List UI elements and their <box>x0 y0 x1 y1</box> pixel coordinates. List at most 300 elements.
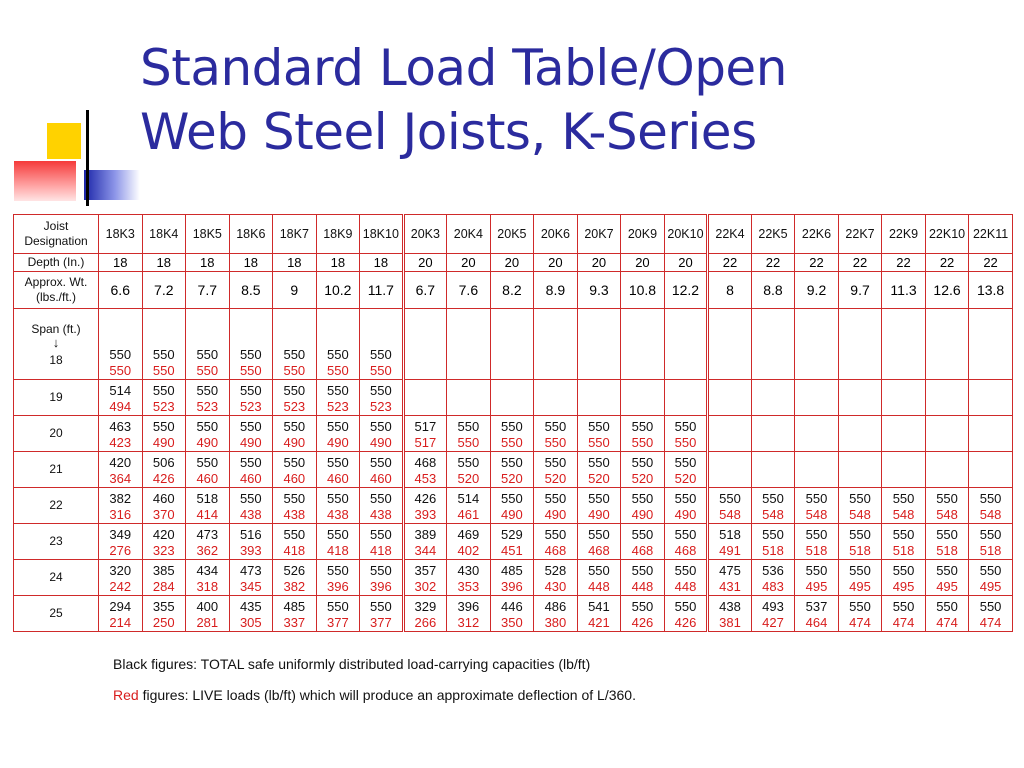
load-pair <box>143 452 186 487</box>
total-load: 485 <box>283 599 306 614</box>
joist-name: 22K11 <box>972 226 1009 241</box>
span-row <box>14 309 1013 380</box>
span-value: 24 <box>49 570 63 584</box>
total-load: 550 <box>152 383 175 398</box>
live-load: 490 <box>196 435 219 450</box>
span-value: 25 <box>49 606 63 620</box>
joist-name: 22K4 <box>715 226 745 241</box>
load-cell <box>577 416 621 452</box>
weight-cell <box>403 272 447 309</box>
total-load: 446 <box>501 599 523 614</box>
span-label-cell <box>14 452 99 488</box>
title-line-2: Web Steel Joists, K-Series <box>140 103 757 161</box>
load-cell <box>403 488 447 524</box>
live-load: 523 <box>196 399 219 414</box>
live-load: 460 <box>239 471 262 486</box>
depth-value: 18 <box>373 255 389 270</box>
weight-cell <box>621 272 665 309</box>
depth-cell <box>490 254 534 272</box>
depth-cell <box>795 254 839 272</box>
total-load: 550 <box>936 599 958 614</box>
live-load: 520 <box>631 471 654 486</box>
load-cell <box>273 380 317 416</box>
decor-vertical-line <box>86 110 89 206</box>
total-load: 550 <box>109 347 132 362</box>
load-cell <box>186 452 230 488</box>
live-load: 550 <box>109 363 132 378</box>
total-load: 550 <box>631 527 654 542</box>
total-load: 514 <box>109 383 132 398</box>
total-load: 396 <box>457 599 480 614</box>
load-pair <box>752 596 795 631</box>
load-cell <box>882 560 926 596</box>
live-load: 460 <box>370 471 392 486</box>
load-cell <box>621 452 665 488</box>
weight-value: 10.8 <box>628 282 657 298</box>
joist-name: 18K10 <box>362 226 399 241</box>
live-load: 495 <box>805 579 828 594</box>
total-load: 550 <box>936 527 958 542</box>
load-cell <box>447 380 491 416</box>
load-cell <box>925 309 969 380</box>
load-cell <box>534 452 578 488</box>
depth-cell <box>925 254 969 272</box>
load-pair <box>839 524 882 559</box>
load-pair <box>709 560 751 595</box>
load-pair <box>665 416 707 451</box>
load-cell <box>99 488 143 524</box>
total-load: 550 <box>370 419 392 434</box>
weight-label-cell <box>14 272 99 309</box>
load-pair <box>621 524 664 559</box>
load-cell <box>664 416 708 452</box>
live-load: 550 <box>152 363 175 378</box>
load-cell <box>751 309 795 380</box>
load-cell <box>925 560 969 596</box>
total-load: 550 <box>892 491 915 506</box>
total-load: 550 <box>849 563 871 578</box>
load-cell <box>708 560 752 596</box>
total-load: 550 <box>326 599 349 614</box>
load-pair <box>273 416 316 451</box>
total-load: 550 <box>674 491 697 506</box>
total-load: 349 <box>109 527 132 542</box>
load-pair <box>709 524 751 559</box>
load-pair <box>621 452 664 487</box>
load-cell <box>186 596 230 632</box>
live-load: 418 <box>283 543 306 558</box>
decor-blue-bar <box>84 170 140 200</box>
total-load: 550 <box>588 491 610 506</box>
joist-name: 22K6 <box>801 226 832 241</box>
load-pair <box>882 596 925 631</box>
weight-cell <box>882 272 926 309</box>
load-pair <box>447 524 490 559</box>
live-load: 377 <box>370 615 392 630</box>
live-load: 483 <box>762 579 784 594</box>
load-pair <box>186 309 229 379</box>
live-load: 318 <box>196 579 219 594</box>
load-pair <box>491 452 534 487</box>
live-load: 426 <box>152 471 175 486</box>
total-load: 550 <box>892 527 915 542</box>
load-cell <box>490 309 534 380</box>
live-load: 377 <box>326 615 349 630</box>
total-load: 516 <box>239 527 262 542</box>
live-load: 421 <box>588 615 610 630</box>
load-pair <box>143 524 186 559</box>
slide-title <box>140 36 1000 164</box>
live-load: 520 <box>674 471 697 486</box>
live-load: 438 <box>239 507 262 522</box>
load-cell <box>490 380 534 416</box>
load-pair <box>273 524 316 559</box>
weight-value: 9 <box>290 282 299 298</box>
joist-designation <box>969 215 1013 254</box>
load-cell <box>534 488 578 524</box>
total-load: 550 <box>631 491 654 506</box>
load-cell <box>316 309 360 380</box>
total-load: 550 <box>239 491 262 506</box>
load-cell <box>142 309 186 380</box>
joist-designation <box>795 215 839 254</box>
live-load: 495 <box>979 579 1002 594</box>
weight-cell <box>186 272 230 309</box>
load-cell <box>925 452 969 488</box>
load-pair <box>795 596 838 631</box>
load-cell <box>186 416 230 452</box>
live-load: 431 <box>719 579 741 594</box>
load-cell <box>969 380 1013 416</box>
load-pair <box>405 560 447 595</box>
load-cell <box>795 380 839 416</box>
span-row <box>14 380 1013 416</box>
total-load: 550 <box>674 599 697 614</box>
weight-value: 6.6 <box>110 282 130 298</box>
load-cell <box>534 380 578 416</box>
total-load: 550 <box>979 563 1002 578</box>
total-load: 550 <box>370 455 392 470</box>
span-label-cell <box>14 309 99 380</box>
depth-cell <box>577 254 621 272</box>
load-pair <box>491 488 534 523</box>
span-label-cell <box>14 596 99 632</box>
depth-value: 18 <box>243 255 259 270</box>
live-load: 345 <box>239 579 262 594</box>
load-cell <box>664 452 708 488</box>
load-cell <box>708 596 752 632</box>
depth-value: 18 <box>200 255 215 270</box>
joist-designation <box>447 215 491 254</box>
load-pair <box>273 488 316 523</box>
span-value: 20 <box>49 426 63 440</box>
load-cell <box>273 524 317 560</box>
span-row <box>14 416 1013 452</box>
live-load: 448 <box>631 579 654 594</box>
load-cell <box>795 488 839 524</box>
total-load: 550 <box>588 455 610 470</box>
load-pair <box>230 560 273 595</box>
load-pair <box>405 596 447 631</box>
load-pair <box>534 560 577 595</box>
live-load: 453 <box>414 471 437 486</box>
load-cell <box>316 524 360 560</box>
load-cell <box>577 380 621 416</box>
joist-designation <box>360 215 404 254</box>
weight-value: 10.2 <box>324 282 352 298</box>
load-cell <box>969 452 1013 488</box>
load-pair <box>665 524 707 559</box>
live-load: 523 <box>326 399 349 414</box>
live-load: 490 <box>501 507 523 522</box>
live-load: 427 <box>762 615 784 630</box>
load-pair <box>230 309 273 379</box>
total-load: 550 <box>239 347 262 362</box>
live-load: 520 <box>457 471 480 486</box>
span-value: 18 <box>49 352 63 367</box>
weight-cell <box>577 272 621 309</box>
span-label-cell <box>14 380 99 416</box>
load-pair <box>491 524 534 559</box>
live-load: 474 <box>936 615 958 630</box>
load-pair <box>969 524 1012 559</box>
load-pair <box>752 524 795 559</box>
total-load: 550 <box>326 419 349 434</box>
depth-value: 20 <box>548 255 563 270</box>
total-load: 426 <box>414 491 437 506</box>
load-pair <box>839 560 882 595</box>
live-load: 323 <box>152 543 175 558</box>
live-load: 438 <box>326 507 349 522</box>
load-cell <box>969 416 1013 452</box>
load-cell <box>795 416 839 452</box>
joist-name: 20K4 <box>453 226 483 241</box>
total-load: 550 <box>283 419 306 434</box>
load-cell <box>142 596 186 632</box>
depth-cell <box>99 254 143 272</box>
joist-name: 18K7 <box>279 226 309 241</box>
load-cell <box>490 488 534 524</box>
total-load: 550 <box>631 419 654 434</box>
joist-designation <box>751 215 795 254</box>
depth-value: 18 <box>156 255 171 270</box>
live-load: 548 <box>849 507 871 522</box>
span-label-cell <box>14 524 99 560</box>
live-load: 548 <box>892 507 915 522</box>
weight-cell <box>751 272 795 309</box>
weight-cell <box>534 272 578 309</box>
total-load: 435 <box>239 599 262 614</box>
live-load: 396 <box>370 579 392 594</box>
depth-value: 20 <box>635 255 650 270</box>
total-load: 550 <box>849 599 871 614</box>
span-label: Span (ft.) <box>31 321 81 336</box>
load-pair <box>143 309 186 379</box>
load-cell <box>99 309 143 380</box>
load-cell <box>229 596 273 632</box>
load-pair <box>360 416 402 451</box>
load-pair <box>230 416 273 451</box>
total-load: 550 <box>239 455 262 470</box>
span-row <box>14 452 1013 488</box>
total-load: 550 <box>457 455 480 470</box>
weight-cell <box>229 272 273 309</box>
load-pair <box>99 309 142 379</box>
load-cell <box>142 452 186 488</box>
load-cell <box>316 560 360 596</box>
total-load: 420 <box>109 455 132 470</box>
load-cell <box>403 452 447 488</box>
load-cell <box>882 452 926 488</box>
span-header <box>14 322 98 367</box>
load-pair <box>665 488 707 523</box>
load-cell <box>316 596 360 632</box>
load-cell <box>621 488 665 524</box>
total-load: 550 <box>674 563 697 578</box>
weight-value: 7.7 <box>197 282 218 298</box>
load-cell <box>273 416 317 452</box>
load-pair <box>143 416 186 451</box>
load-pair <box>360 488 402 523</box>
weight-cell <box>664 272 708 309</box>
weight-value: 8.2 <box>502 282 522 298</box>
load-cell <box>142 560 186 596</box>
live-load: 490 <box>544 507 567 522</box>
load-cell <box>403 524 447 560</box>
total-load: 550 <box>762 527 784 542</box>
total-load: 550 <box>196 383 219 398</box>
weight-cell <box>447 272 491 309</box>
depth-value: 20 <box>504 255 520 270</box>
load-cell <box>316 380 360 416</box>
legend-total <box>113 656 590 672</box>
load-cell <box>360 380 404 416</box>
load-cell <box>273 596 317 632</box>
load-cell <box>534 416 578 452</box>
load-cell <box>708 309 752 380</box>
live-load: 548 <box>762 507 784 522</box>
load-cell <box>621 416 665 452</box>
load-pair <box>230 524 273 559</box>
total-load: 550 <box>501 491 523 506</box>
live-load: 517 <box>414 435 437 450</box>
load-cell <box>447 524 491 560</box>
total-load: 468 <box>414 455 437 470</box>
load-cell <box>621 524 665 560</box>
depth-cell <box>708 254 752 272</box>
joist-name: 20K7 <box>584 226 614 241</box>
load-pair <box>621 416 664 451</box>
designation-row <box>14 215 1013 254</box>
load-cell <box>273 488 317 524</box>
live-load: 364 <box>109 471 132 486</box>
live-load: 490 <box>631 507 654 522</box>
total-load: 550 <box>544 419 567 434</box>
live-load: 548 <box>936 507 958 522</box>
total-load: 550 <box>892 599 915 614</box>
load-cell <box>751 596 795 632</box>
load-pair <box>752 560 795 595</box>
load-table <box>13 214 1013 632</box>
depth-value: 18 <box>113 255 128 270</box>
live-load: 474 <box>849 615 871 630</box>
total-load: 550 <box>762 491 784 506</box>
load-pair <box>143 488 186 523</box>
load-pair <box>709 488 751 523</box>
live-load: 550 <box>501 435 523 450</box>
load-pair <box>143 380 186 415</box>
live-load: 491 <box>719 543 741 558</box>
total-load: 434 <box>196 563 219 578</box>
total-load: 294 <box>109 599 132 614</box>
live-load: 460 <box>283 471 306 486</box>
total-load: 550 <box>196 419 219 434</box>
total-load: 550 <box>326 347 349 362</box>
total-load: 550 <box>979 491 1002 506</box>
total-load: 550 <box>370 347 392 362</box>
depth-value: 22 <box>722 255 738 270</box>
joist-designation <box>490 215 534 254</box>
load-cell <box>751 524 795 560</box>
load-cell <box>621 380 665 416</box>
load-pair <box>447 560 490 595</box>
load-cell <box>490 416 534 452</box>
total-load: 329 <box>414 599 437 614</box>
total-load: 550 <box>544 455 567 470</box>
total-load: 550 <box>370 563 392 578</box>
load-cell <box>621 596 665 632</box>
total-load: 389 <box>414 527 437 542</box>
load-pair <box>317 488 360 523</box>
load-cell <box>490 452 534 488</box>
live-load: 362 <box>196 543 219 558</box>
live-load: 518 <box>892 543 915 558</box>
load-cell <box>577 452 621 488</box>
load-cell <box>969 560 1013 596</box>
total-load: 357 <box>414 563 437 578</box>
load-cell <box>664 380 708 416</box>
live-load: 305 <box>239 615 262 630</box>
weight-value: 8.5 <box>241 282 261 298</box>
load-pair <box>186 524 229 559</box>
weight-value: 9.2 <box>806 282 827 298</box>
live-load: 337 <box>283 615 306 630</box>
live-load: 396 <box>326 579 349 594</box>
load-pair <box>360 560 402 595</box>
depth-value: 20 <box>591 255 607 270</box>
joist-name: 20K10 <box>667 226 704 241</box>
load-cell <box>186 488 230 524</box>
live-load: 284 <box>152 579 175 594</box>
decor-yellow-square <box>47 123 81 159</box>
total-load: 550 <box>674 455 697 470</box>
load-cell <box>360 416 404 452</box>
load-cell <box>186 380 230 416</box>
total-load: 400 <box>196 599 219 614</box>
depth-value: 22 <box>765 255 781 270</box>
load-cell <box>708 452 752 488</box>
live-load: 438 <box>370 507 392 522</box>
total-load: 550 <box>152 347 175 362</box>
load-cell <box>577 596 621 632</box>
live-load: 550 <box>370 363 392 378</box>
load-pair <box>317 452 360 487</box>
load-pair <box>99 560 142 595</box>
total-load: 550 <box>326 563 349 578</box>
depth-value: 20 <box>678 255 693 270</box>
load-cell <box>403 596 447 632</box>
total-load: 550 <box>849 491 871 506</box>
